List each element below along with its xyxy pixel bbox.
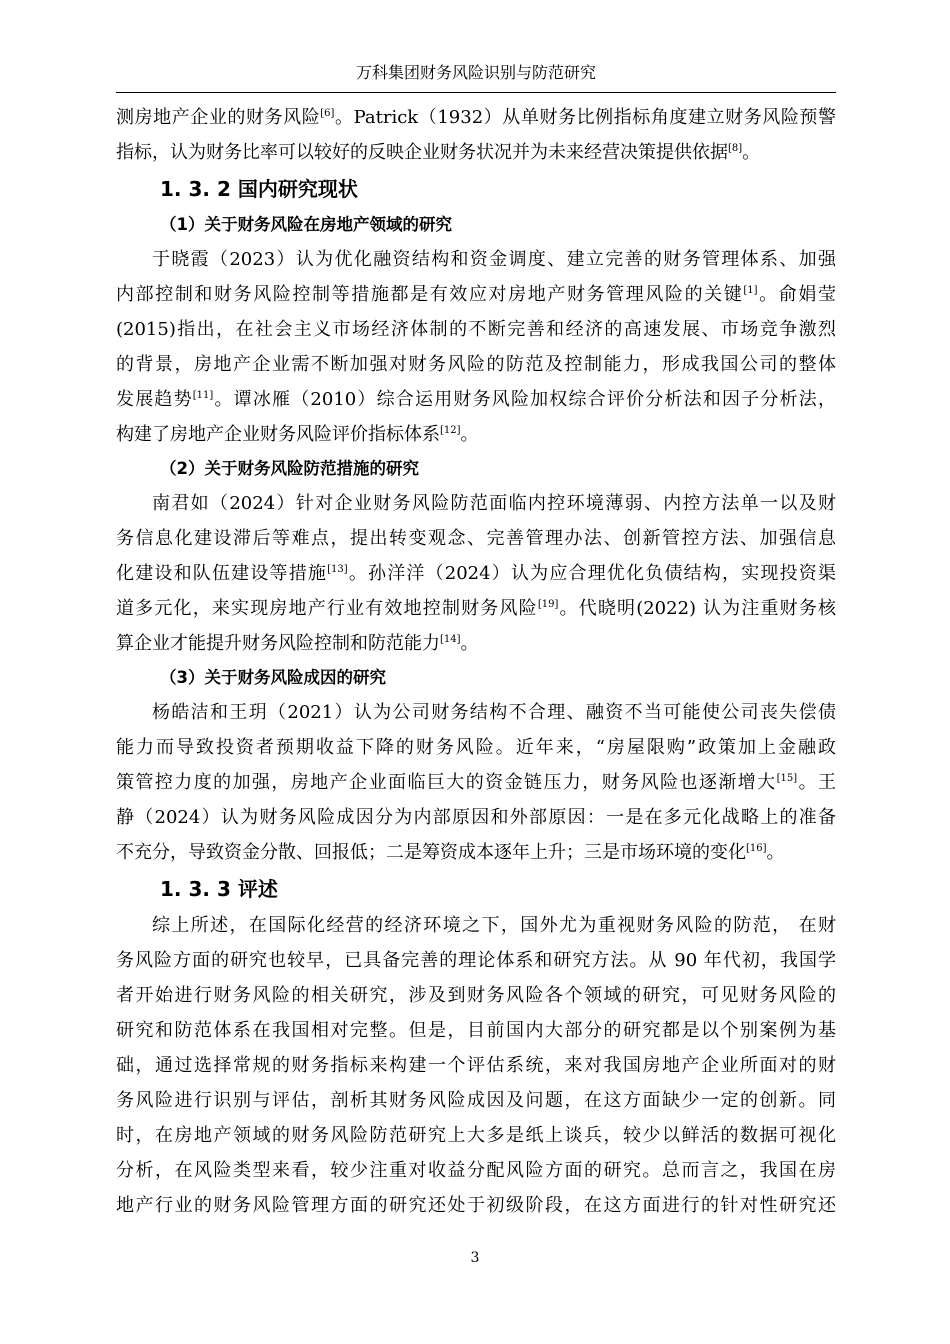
citation: [8] (728, 143, 743, 154)
running-header: 万科集团财务风险识别与防范研究 (355, 63, 596, 82)
body-line: 静（2024）认为财务风险成因分为内部原因和外部原因：一是在多元化战略上的准备 (116, 807, 836, 828)
body-line: 能力而导致投资者预期收益下降的财务风险。近年来，“房屋限购”政策加上金融政 (116, 737, 836, 758)
body-line: 内部控制和财务风险控制等措施都是有效应对房地产财务管理风险的关键[1]。俞娟莹 (116, 284, 837, 305)
subsection-heading-1: （1）关于财务风险在房地产领域的研究 (160, 215, 452, 234)
body-line: 构建了房地产企业财务风险评价指标体系[12]。 (116, 424, 479, 445)
body-line: 务风险进行识别与评估，剖析其财务风险成因及问题，在这方面缺少一定的创新。同 (116, 1090, 836, 1111)
body-line: 指标，认为财务比率可以较好的反映企业财务状况并为未来经营决策提供依据[8]。 (116, 142, 761, 163)
citation: [13] (327, 564, 348, 575)
body-line: (2015)指出，在社会主义市场经济体制的不断完善和经济的高速发展、市场竞争激烈 (116, 319, 836, 340)
citation: [12] (440, 425, 461, 436)
body-line: 务信息化建设滞后等难点，提出转变观念、完善管理办法、创新管控方法、加强信息 (116, 528, 836, 549)
citation: [14] (440, 634, 461, 645)
citation: [16] (746, 843, 767, 854)
body-line: 综上所述，在国际化经营的经济环境之下，国外尤为重视财务风险的防范， 在财 (152, 915, 836, 936)
body-line: 研究和防范体系在我国相对完整。但是，目前国内大部分的研究都是以个别案例为基 (116, 1020, 836, 1041)
citation: [11] (192, 390, 214, 401)
body-line: 的背景，房地产企业需不断加强对财务风险的防范及控制能力，形成我国公司的整体 (116, 354, 836, 375)
citation: [6] (320, 108, 335, 119)
body-line: 杨皓洁和王玥（2021）认为公司财务结构不合理、融资不当可能使公司丧失偿债 (152, 702, 836, 723)
body-line: 时，在房地产领域的财务风险防范研究上大多是纸上谈兵，较少以鲜活的数据可视化 (116, 1125, 836, 1146)
body-line: 道多元化，来实现房地产行业有效地控制财务风险[19]。代晓明(2022) 认为注重财务核 (116, 598, 836, 619)
body-line: 础，通过选择常规的财务指标来构建一个评估系统，来对我国房地产企业所面对的财 (116, 1055, 836, 1076)
body-line: 策管控力度的加强，房地产企业面临巨大的资金链压力，财务风险也逐渐增大[15]。王 (116, 772, 836, 793)
body-line: 发展趋势[11]。谭冰雁（2010）综合运用财务风险加权综合评价分析法和因子分析法， (116, 389, 836, 410)
body-line: 不充分，导致资金分散、回报低；二是筹资成本逐年上升；三是市场环境的变化[16]。 (116, 842, 785, 863)
body-line: 于晓霞（2023）认为优化融资结构和资金调度、建立完善的财务管理体系、加强 (152, 249, 836, 270)
citation: [1] (743, 285, 758, 296)
body-line: 务风险方面的研究也较早，已具备完善的理论体系和研究方法。从 90 年代初，我国学 (116, 950, 836, 971)
body-line: 测房地产企业的财务风险[6]。Patrick（1932）从单财务比例指标角度建立财务风险预警 (116, 107, 836, 128)
body-line: 化建设和队伍建设等措施[13]。孙洋洋（2024）认为应合理优化负债结构，实现投资渠 (116, 563, 836, 584)
body-line: 者开始进行财务风险的相关研究，涉及到财务风险各个领域的研究，可见财务风险的 (116, 985, 836, 1006)
body-line: 算企业才能提升财务风险控制和防范能力[14]。 (116, 633, 479, 654)
section-heading-1-3-2: 1. 3. 2 国内研究现状 (160, 177, 358, 201)
page-number: 3 (470, 1250, 480, 1266)
body-line: 南君如（2024）针对企业财务风险防范面临内控环境薄弱、内控方法单一以及财 (152, 493, 836, 514)
header-rule (116, 92, 836, 93)
page-body (116, 100, 836, 1223)
section-heading-1-3-3: 1. 3. 3 评述 (160, 877, 278, 901)
subsection-heading-2: （2）关于财务风险防范措施的研究 (160, 459, 419, 478)
body-line: 分析，在风险类型来看，较少注重对收益分配风险方面的研究。总而言之，我国在房 (116, 1160, 836, 1181)
body-line: 地产行业的财务风险管理方面的研究还处于初级阶段，在这方面进行的针对性研究还 (116, 1195, 836, 1216)
citation: [19] (537, 599, 559, 610)
subsection-heading-3: （3）关于财务风险成因的研究 (160, 668, 386, 687)
citation: [15] (776, 773, 798, 784)
